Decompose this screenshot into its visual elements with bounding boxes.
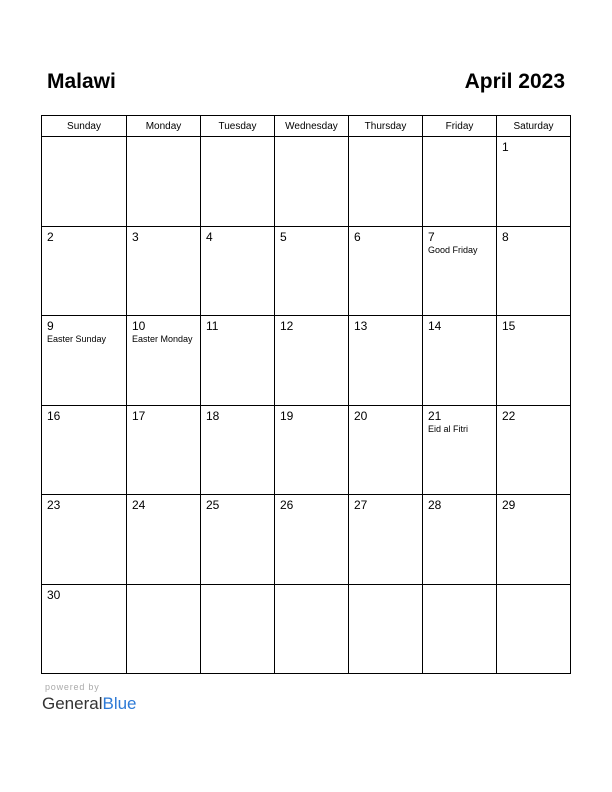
holiday-label: Good Friday bbox=[428, 244, 478, 255]
day-cell bbox=[201, 226, 275, 316]
day-number: 1 bbox=[502, 140, 509, 154]
day-cell bbox=[201, 405, 275, 495]
logo-text-general: General bbox=[42, 694, 103, 713]
day-cell bbox=[42, 495, 127, 585]
day-cell bbox=[349, 226, 423, 316]
day-number: 20 bbox=[354, 408, 368, 423]
day-cell bbox=[275, 137, 349, 227]
week-row bbox=[42, 316, 571, 406]
day-cell bbox=[42, 405, 127, 495]
day-cell bbox=[497, 137, 571, 227]
day-cell bbox=[127, 226, 201, 316]
week-row bbox=[42, 137, 571, 227]
week-row bbox=[42, 584, 571, 674]
day-number: 15 bbox=[502, 319, 516, 333]
day-cell bbox=[423, 226, 497, 316]
week-row bbox=[42, 226, 571, 316]
day-number: 19 bbox=[280, 408, 294, 423]
week-row bbox=[42, 405, 571, 495]
day-cell bbox=[127, 137, 201, 227]
day-cell bbox=[42, 137, 127, 227]
day-cell bbox=[423, 495, 497, 585]
day-cell bbox=[349, 584, 423, 674]
day-cell bbox=[201, 137, 275, 227]
weekday-header-row bbox=[42, 116, 571, 137]
weekday-saturday: Saturday bbox=[497, 116, 571, 137]
day-number: 9 bbox=[47, 319, 54, 333]
day-cell bbox=[127, 405, 201, 495]
day-number: 5 bbox=[280, 229, 287, 244]
day-number: 4 bbox=[206, 229, 213, 244]
calendar-grid bbox=[41, 115, 571, 674]
powered-by-label: powered by bbox=[45, 682, 100, 692]
day-number: 3 bbox=[132, 229, 139, 244]
day-number: 26 bbox=[280, 498, 294, 512]
day-number: 24 bbox=[132, 498, 146, 512]
day-number: 8 bbox=[502, 229, 509, 244]
day-cell bbox=[42, 584, 127, 674]
day-cell bbox=[275, 226, 349, 316]
day-number: 23 bbox=[47, 498, 61, 512]
day-number: 21 bbox=[428, 408, 442, 423]
logo-text-blue: Blue bbox=[102, 694, 137, 713]
weekday-thursday: Thursday bbox=[349, 116, 423, 137]
day-cell bbox=[423, 316, 497, 406]
holiday-label: Easter Sunday bbox=[47, 334, 107, 344]
day-number: 7 bbox=[428, 229, 435, 244]
day-number: 13 bbox=[354, 319, 368, 333]
day-cell bbox=[275, 316, 349, 406]
day-number: 17 bbox=[132, 408, 146, 423]
day-cell bbox=[201, 316, 275, 406]
weekday-sunday: Sunday bbox=[42, 116, 127, 137]
day-number: 25 bbox=[206, 498, 220, 512]
week-row bbox=[42, 495, 571, 585]
day-number: 30 bbox=[47, 587, 61, 602]
day-number: 12 bbox=[280, 319, 294, 333]
day-number: 29 bbox=[502, 498, 516, 512]
day-number: 28 bbox=[428, 498, 442, 512]
day-cell bbox=[349, 405, 423, 495]
day-cell bbox=[423, 137, 497, 227]
holiday-label: Eid al Fitri bbox=[428, 423, 469, 434]
day-number: 14 bbox=[428, 319, 442, 333]
day-cell bbox=[127, 495, 201, 585]
weekday-monday: Monday bbox=[127, 116, 201, 137]
month-year-title: April 2023 bbox=[464, 70, 565, 93]
day-number: 6 bbox=[354, 229, 361, 244]
day-cell bbox=[127, 584, 201, 674]
weekday-friday: Friday bbox=[423, 116, 497, 137]
day-number: 27 bbox=[354, 498, 368, 512]
day-cell bbox=[275, 495, 349, 585]
day-cell bbox=[275, 405, 349, 495]
day-cell bbox=[349, 495, 423, 585]
day-cell bbox=[423, 584, 497, 674]
day-cell bbox=[201, 584, 275, 674]
country-title: Malawi bbox=[47, 70, 116, 93]
day-cell bbox=[497, 226, 571, 316]
day-number: 10 bbox=[132, 319, 146, 333]
day-cell bbox=[201, 495, 275, 585]
day-cell bbox=[423, 405, 497, 495]
day-cell bbox=[349, 137, 423, 227]
day-cell bbox=[497, 316, 571, 406]
day-cell bbox=[497, 584, 571, 674]
day-cell bbox=[275, 584, 349, 674]
day-cell bbox=[127, 316, 201, 406]
holiday-label: Easter Monday bbox=[132, 334, 193, 344]
day-number: 16 bbox=[47, 408, 61, 423]
day-number: 2 bbox=[47, 229, 54, 244]
day-number: 11 bbox=[206, 319, 219, 333]
generalblue-logo bbox=[42, 694, 137, 714]
day-cell bbox=[349, 316, 423, 406]
day-cell bbox=[497, 495, 571, 585]
weekday-wednesday: Wednesday bbox=[275, 116, 349, 137]
day-cell bbox=[497, 405, 571, 495]
day-cell bbox=[42, 316, 127, 406]
day-number: 18 bbox=[206, 408, 220, 423]
weekday-tuesday: Tuesday bbox=[201, 116, 275, 137]
day-number: 22 bbox=[502, 408, 516, 423]
day-cell bbox=[42, 226, 127, 316]
